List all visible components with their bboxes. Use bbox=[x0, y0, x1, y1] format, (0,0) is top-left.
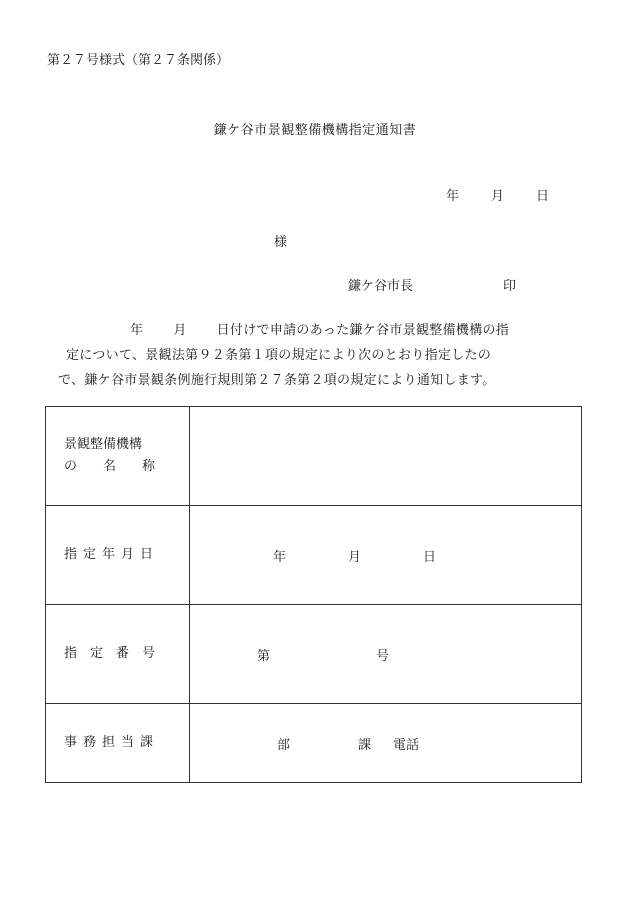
body-year: 年 bbox=[130, 323, 144, 338]
addressee-suffix: 様 bbox=[274, 235, 288, 250]
issue-date-line bbox=[446, 185, 549, 204]
number-suffix: 号 bbox=[376, 648, 390, 664]
body-month: 月 bbox=[173, 323, 187, 338]
issuer-line bbox=[348, 275, 516, 294]
dept-unit: 部 bbox=[277, 737, 291, 753]
label-organization-line2: の 名 称 bbox=[64, 459, 156, 474]
table-row-designation-number bbox=[46, 605, 582, 704]
seal-mark: 印 bbox=[503, 279, 517, 294]
label-designation-number: 指定番号 bbox=[46, 605, 190, 704]
date-month: 月 bbox=[491, 189, 505, 204]
table-row-responsible-section bbox=[46, 704, 582, 783]
value-designation-number[interactable] bbox=[190, 605, 582, 704]
body-line-1-rest: 日付けで申請のあった鎌ケ谷市景観整備機構の指 bbox=[216, 323, 510, 338]
phone-label: 電話 bbox=[393, 737, 420, 753]
document-title: 鎌ケ谷市景観整備機構指定通知書 bbox=[213, 123, 417, 138]
body-line-2: 定について、景観法第９２条第１項の規定により次のとおり指定したの bbox=[66, 348, 492, 363]
issuer-name: 鎌ケ谷市長 bbox=[348, 279, 414, 294]
label-organization-name bbox=[46, 407, 190, 506]
number-prefix: 第 bbox=[257, 648, 271, 664]
designation-day: 日 bbox=[423, 549, 437, 565]
value-responsible-section[interactable] bbox=[190, 704, 582, 783]
designation-year: 年 bbox=[273, 549, 287, 565]
form-number: 第２７号様式（第２７条関係） bbox=[47, 53, 230, 68]
table-row-organization-name bbox=[46, 407, 582, 506]
body-line-3: で、鎌ケ谷市景観条例施行規則第２７条第２項の規定により通知します。 bbox=[58, 373, 496, 388]
section-unit: 課 bbox=[358, 737, 372, 753]
notice-body bbox=[58, 318, 556, 393]
value-designation-date[interactable] bbox=[190, 506, 582, 605]
label-designation-date: 指定年月日 bbox=[46, 506, 190, 605]
label-responsible-section: 事務担当課 bbox=[46, 704, 190, 783]
body-line-1 bbox=[66, 318, 556, 343]
designation-month: 月 bbox=[348, 549, 362, 565]
date-day: 日 bbox=[536, 189, 550, 204]
table-row-designation-date bbox=[46, 506, 582, 605]
designation-table bbox=[45, 406, 582, 783]
value-organization-name[interactable] bbox=[190, 407, 582, 506]
date-year: 年 bbox=[446, 189, 460, 204]
label-organization-line1: 景観整備機構 bbox=[64, 437, 143, 452]
